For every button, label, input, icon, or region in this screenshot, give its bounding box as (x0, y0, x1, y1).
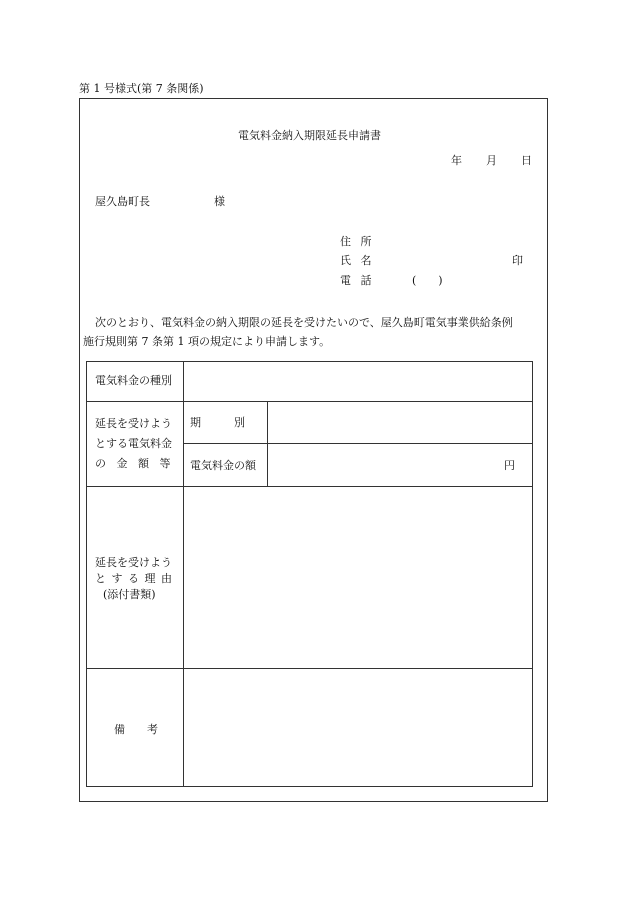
name-label: 氏 名 (340, 254, 372, 267)
yen-unit: 円 (504, 459, 515, 472)
table-rule (183, 361, 184, 787)
table-rule (267, 401, 268, 486)
table-rule (86, 401, 533, 402)
reason-label-line-1: 延長を受けよう (95, 556, 172, 569)
amount-label-line-3: の 金 額 等 (95, 457, 171, 470)
body-text-line-2: 施行規則第 7 条第 1 項の規定により申請します。 (83, 335, 331, 348)
form-number: 第 1 号様式(第 7 条関係) (79, 82, 204, 95)
seal-mark: 印 (512, 254, 523, 267)
body-text-line-1: 次のとおり、電気料金の納入期限の延長を受けたいので、屋久島町電気事業供給条例 (95, 316, 513, 329)
phone-label: 電 話 (340, 274, 372, 287)
date-day: 日 (521, 154, 532, 167)
reason-label-line-2: と す る 理 由 (95, 572, 172, 585)
type-label: 電気料金の種別 (95, 374, 172, 387)
date-year: 年 (451, 154, 462, 167)
table-rule (86, 486, 533, 487)
addressee-honorific: 様 (214, 195, 225, 208)
address-label: 住 所 (340, 235, 372, 248)
addressee-name: 屋久島町長 (95, 195, 150, 208)
fee-label: 電気料金の額 (190, 459, 256, 472)
table-rule (183, 443, 533, 444)
amount-label-line-1: 延長を受けよう (95, 417, 172, 430)
phone-parens: ( ) (412, 274, 443, 287)
remarks-label: 備 考 (114, 723, 158, 736)
form-title: 電気料金納入期限延長申請書 (238, 129, 381, 142)
date-month: 月 (486, 154, 497, 167)
amount-label-line-2: とする電気料金 (95, 437, 172, 450)
table-rule (86, 668, 533, 669)
reason-label-line-3: (添付書類) (103, 588, 156, 601)
period-label: 期 別 (190, 416, 245, 429)
